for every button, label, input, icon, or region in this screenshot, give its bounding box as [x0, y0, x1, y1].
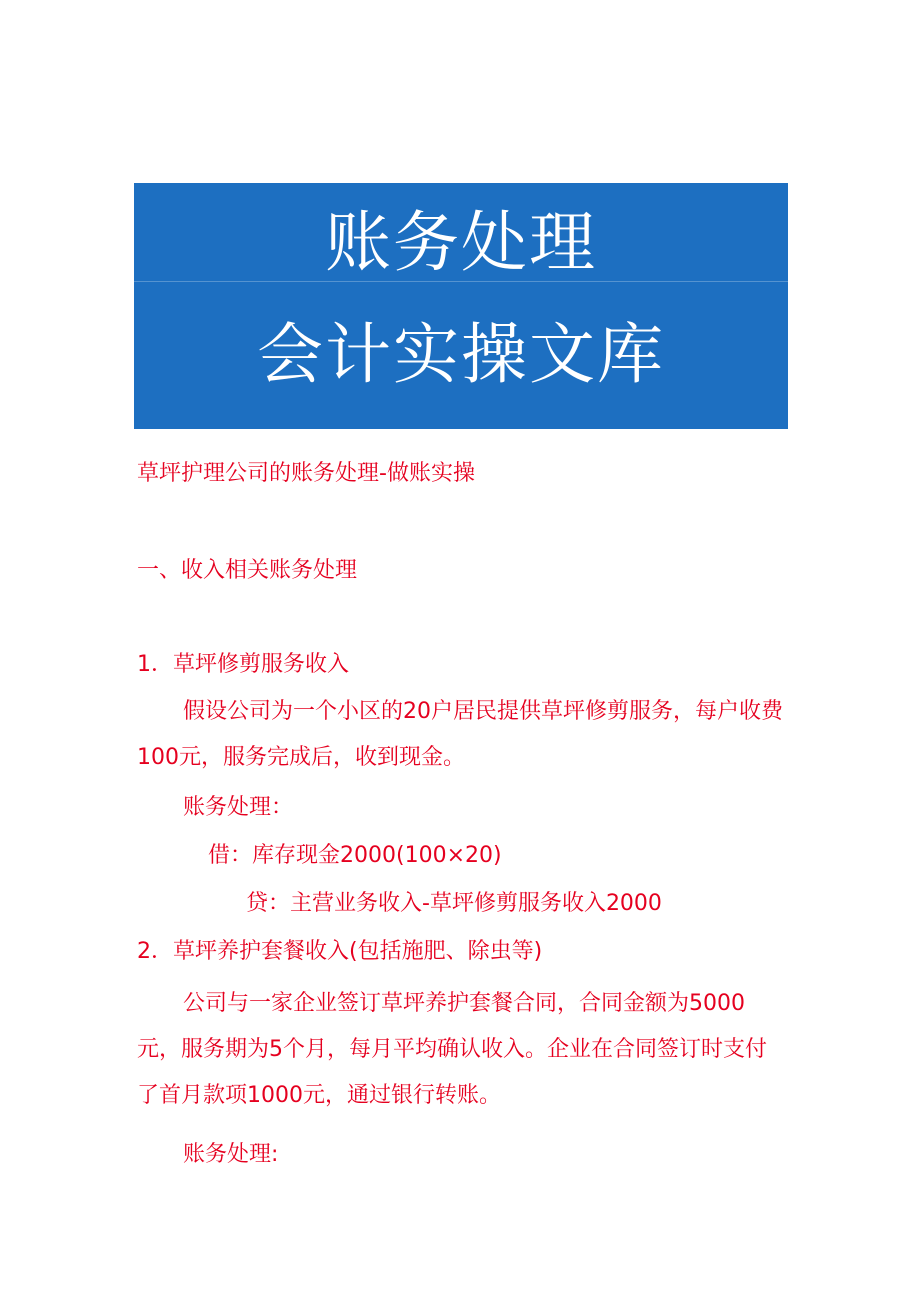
item-heading: 1．草坪修剪服务收入: [137, 652, 349, 677]
item-heading: 2．草坪养护套餐收入(包括施肥、除虫等): [137, 939, 543, 964]
item-body: 公司与一家企业签订草坪养护套餐合同，合同金额为5000元，服务期为5个月，每月平均确认收入。企业在合同签订时支付了首月款项1000元，通过银行转账。: [137, 991, 767, 1108]
credit-entry: 贷：主营业务收入-草坪修剪服务收入2000: [246, 891, 662, 916]
document-title: 草坪护理公司的账务处理-做账实操: [137, 461, 475, 486]
debit-entry: 借：库存现金2000(100×20): [208, 843, 502, 868]
cover-banner: [134, 183, 788, 429]
section-heading: 一、收入相关账务处理: [137, 558, 358, 583]
banner-divider: [134, 281, 788, 282]
entry-label: 账务处理:: [183, 1142, 279, 1167]
banner-subtitle: 会计实操文库: [257, 316, 665, 393]
entry-label: 账务处理：: [183, 795, 294, 820]
item-body: 假设公司为一个小区的20户居民提供草坪修剪服务，每户收费100元，服务完成后，收到现金。: [137, 699, 783, 770]
banner-title: 账务处理: [325, 204, 597, 281]
